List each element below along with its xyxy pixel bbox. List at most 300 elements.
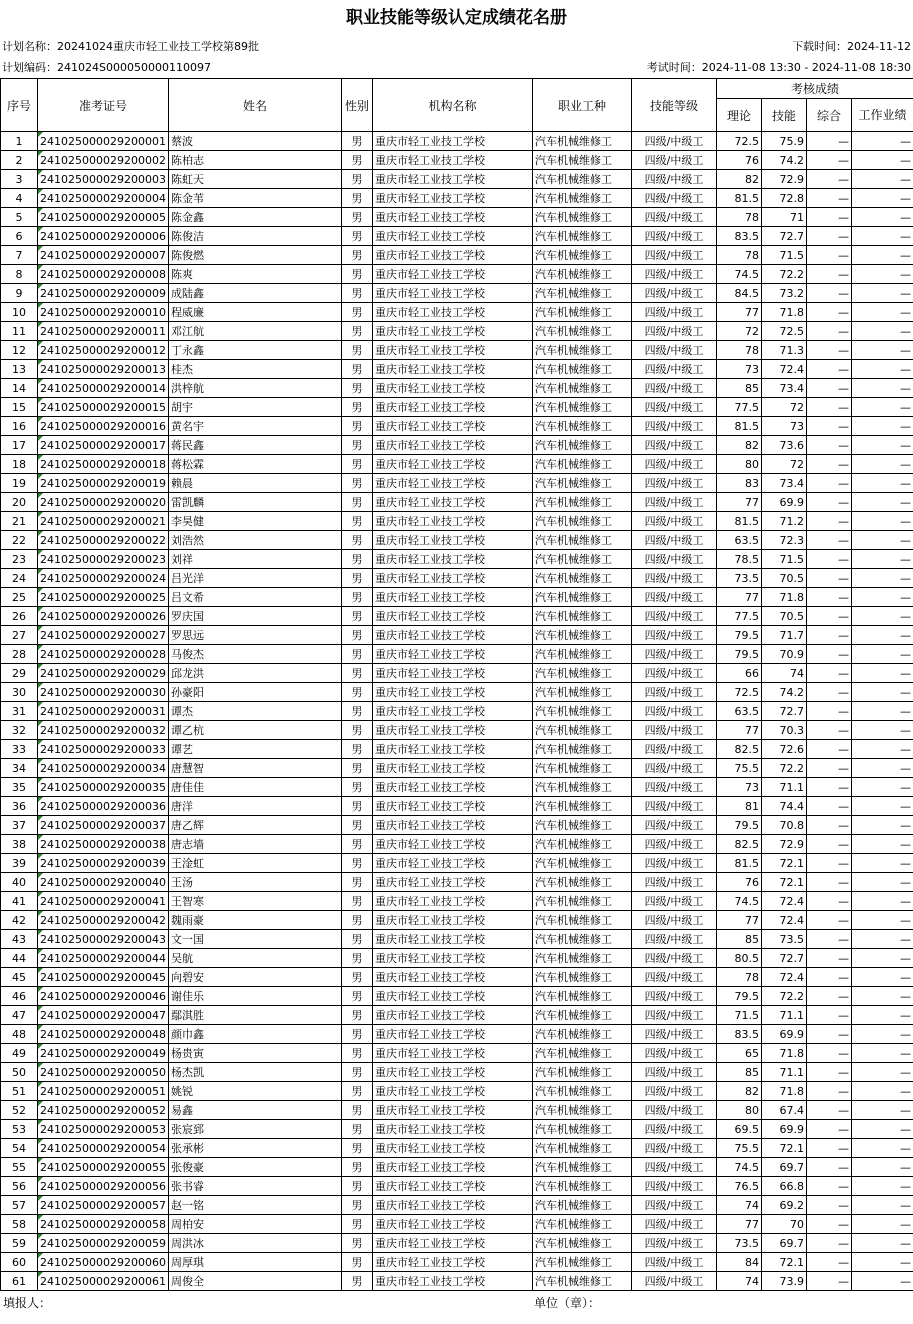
cell-work-score: — <box>852 474 913 493</box>
cell-overall-score: — <box>807 949 852 968</box>
cell-overall-score: — <box>807 322 852 341</box>
cell-org: 重庆市轻工业技工学校 <box>373 569 533 588</box>
cell-work-score: — <box>852 322 913 341</box>
cell-level: 四级/中级工 <box>632 1044 717 1063</box>
cell-overall-score: — <box>807 474 852 493</box>
cell-job: 汽车机械维修工 <box>533 968 632 987</box>
cell-job: 汽车机械维修工 <box>533 1025 632 1044</box>
cell-level: 四级/中级工 <box>632 1139 717 1158</box>
cell-org: 重庆市轻工业技工学校 <box>373 740 533 759</box>
cell-overall-score: — <box>807 1177 852 1196</box>
cell-gender: 男 <box>342 759 373 778</box>
cell-name: 谭杰 <box>169 702 342 721</box>
cell-gender: 男 <box>342 322 373 341</box>
cell-seq: 10 <box>1 303 38 322</box>
cell-job: 汽车机械维修工 <box>533 341 632 360</box>
cell-work-score: — <box>852 892 913 911</box>
table-row <box>1 1139 913 1158</box>
cell-theory-score: 73 <box>717 360 762 379</box>
cell-work-score: — <box>852 683 913 702</box>
cell-work-score: — <box>852 1253 913 1272</box>
cell-overall-score: — <box>807 987 852 1006</box>
cell-gender: 男 <box>342 550 373 569</box>
cell-skill-score: 70.9 <box>762 645 807 664</box>
cell-gender: 男 <box>342 588 373 607</box>
cell-job: 汽车机械维修工 <box>533 702 632 721</box>
cell-job: 汽车机械维修工 <box>533 854 632 873</box>
cell-org: 重庆市轻工业技工学校 <box>373 607 533 626</box>
cell-level: 四级/中级工 <box>632 854 717 873</box>
cell-skill-score: 72.1 <box>762 854 807 873</box>
cell-skill-score: 73.9 <box>762 1272 807 1291</box>
cell-work-score: — <box>852 740 913 759</box>
table-row <box>1 322 913 341</box>
cell-gender: 男 <box>342 436 373 455</box>
table-row <box>1 569 913 588</box>
cell-work-score: — <box>852 284 913 303</box>
cell-work-score: — <box>852 170 913 189</box>
cell-level: 四级/中级工 <box>632 246 717 265</box>
table-row <box>1 151 913 170</box>
header-scores: 考核成绩 <box>717 79 913 99</box>
cell-seq: 60 <box>1 1253 38 1272</box>
cell-gender: 男 <box>342 1025 373 1044</box>
cell-level: 四级/中级工 <box>632 1101 717 1120</box>
cell-gender: 男 <box>342 702 373 721</box>
cell-ticket-number: 241025000029200048 <box>38 1025 169 1044</box>
cell-skill-score: 69.2 <box>762 1196 807 1215</box>
cell-seq: 4 <box>1 189 38 208</box>
cell-work-score: — <box>852 208 913 227</box>
cell-theory-score: 82.5 <box>717 740 762 759</box>
cell-seq: 28 <box>1 645 38 664</box>
cell-theory-score: 77 <box>717 493 762 512</box>
cell-ticket-number: 241025000029200024 <box>38 569 169 588</box>
cell-gender: 男 <box>342 968 373 987</box>
cell-skill-score: 71.2 <box>762 512 807 531</box>
cell-org: 重庆市轻工业技工学校 <box>373 854 533 873</box>
cell-org: 重庆市轻工业技工学校 <box>373 1177 533 1196</box>
cell-overall-score: — <box>807 892 852 911</box>
cell-ticket-number: 241025000029200051 <box>38 1082 169 1101</box>
table-row <box>1 512 913 531</box>
cell-skill-score: 72.1 <box>762 873 807 892</box>
cell-theory-score: 78 <box>717 341 762 360</box>
cell-gender: 男 <box>342 379 373 398</box>
cell-overall-score: — <box>807 1215 852 1234</box>
cell-name: 李昊健 <box>169 512 342 531</box>
cell-overall-score: — <box>807 968 852 987</box>
cell-theory-score: 77.5 <box>717 398 762 417</box>
cell-overall-score: — <box>807 1253 852 1272</box>
cell-theory-score: 81.5 <box>717 854 762 873</box>
cell-name: 陈金鑫 <box>169 208 342 227</box>
cell-ticket-number: 241025000029200044 <box>38 949 169 968</box>
cell-org: 重庆市轻工业技工学校 <box>373 968 533 987</box>
cell-overall-score: — <box>807 683 852 702</box>
cell-job: 汽车机械维修工 <box>533 569 632 588</box>
footer <box>0 1291 913 1315</box>
cell-name: 张书睿 <box>169 1177 342 1196</box>
cell-level: 四级/中级工 <box>632 1196 717 1215</box>
cell-work-score: — <box>852 417 913 436</box>
cell-seq: 51 <box>1 1082 38 1101</box>
cell-work-score: — <box>852 1177 913 1196</box>
cell-seq: 49 <box>1 1044 38 1063</box>
cell-skill-score: 72.8 <box>762 189 807 208</box>
cell-overall-score: — <box>807 626 852 645</box>
cell-gender: 男 <box>342 208 373 227</box>
cell-theory-score: 77.5 <box>717 607 762 626</box>
cell-overall-score: — <box>807 227 852 246</box>
cell-org: 重庆市轻工业技工学校 <box>373 987 533 1006</box>
cell-job: 汽车机械维修工 <box>533 645 632 664</box>
cell-seq: 16 <box>1 417 38 436</box>
cell-skill-score: 69.9 <box>762 493 807 512</box>
cell-org: 重庆市轻工业技工学校 <box>373 759 533 778</box>
cell-seq: 46 <box>1 987 38 1006</box>
cell-job: 汽车机械维修工 <box>533 550 632 569</box>
cell-seq: 55 <box>1 1158 38 1177</box>
cell-name: 陈虹天 <box>169 170 342 189</box>
cell-ticket-number: 241025000029200031 <box>38 702 169 721</box>
cell-org: 重庆市轻工业技工学校 <box>373 1158 533 1177</box>
cell-gender: 男 <box>342 132 373 151</box>
table-row <box>1 702 913 721</box>
cell-work-score: — <box>852 588 913 607</box>
cell-ticket-number: 241025000029200028 <box>38 645 169 664</box>
cell-ticket-number: 241025000029200016 <box>38 417 169 436</box>
cell-job: 汽车机械维修工 <box>533 892 632 911</box>
cell-name: 姚锐 <box>169 1082 342 1101</box>
cell-seq: 35 <box>1 778 38 797</box>
cell-skill-score: 66.8 <box>762 1177 807 1196</box>
cell-seq: 61 <box>1 1272 38 1291</box>
cell-skill-score: 69.7 <box>762 1234 807 1253</box>
cell-gender: 男 <box>342 607 373 626</box>
cell-ticket-number: 241025000029200021 <box>38 512 169 531</box>
cell-ticket-number: 241025000029200040 <box>38 873 169 892</box>
cell-level: 四级/中级工 <box>632 208 717 227</box>
cell-level: 四级/中级工 <box>632 664 717 683</box>
cell-seq: 59 <box>1 1234 38 1253</box>
cell-job: 汽车机械维修工 <box>533 1044 632 1063</box>
table-row <box>1 797 913 816</box>
cell-job: 汽车机械维修工 <box>533 398 632 417</box>
cell-skill-score: 71.1 <box>762 778 807 797</box>
cell-org: 重庆市轻工业技工学校 <box>373 1272 533 1291</box>
cell-skill-score: 73 <box>762 417 807 436</box>
cell-gender: 男 <box>342 797 373 816</box>
cell-name: 谭乙杭 <box>169 721 342 740</box>
cell-skill-score: 72.5 <box>762 322 807 341</box>
cell-level: 四级/中级工 <box>632 835 717 854</box>
cell-skill-score: 70.5 <box>762 569 807 588</box>
table-row <box>1 341 913 360</box>
cell-job: 汽车机械维修工 <box>533 949 632 968</box>
cell-work-score: — <box>852 1025 913 1044</box>
table-row <box>1 132 913 151</box>
cell-ticket-number: 241025000029200036 <box>38 797 169 816</box>
cell-name: 雷凯麟 <box>169 493 342 512</box>
cell-org: 重庆市轻工业技工学校 <box>373 265 533 284</box>
cell-org: 重庆市轻工业技工学校 <box>373 721 533 740</box>
cell-job: 汽车机械维修工 <box>533 1082 632 1101</box>
cell-theory-score: 80 <box>717 1101 762 1120</box>
cell-level: 四级/中级工 <box>632 987 717 1006</box>
cell-skill-score: 73.4 <box>762 379 807 398</box>
cell-work-score: — <box>852 379 913 398</box>
cell-level: 四级/中级工 <box>632 645 717 664</box>
plan-code-row <box>0 57 913 78</box>
cell-org: 重庆市轻工业技工学校 <box>373 816 533 835</box>
cell-seq: 27 <box>1 626 38 645</box>
cell-overall-score: — <box>807 1120 852 1139</box>
cell-org: 重庆市轻工业技工学校 <box>373 1196 533 1215</box>
cell-level: 四级/中级工 <box>632 227 717 246</box>
cell-job: 汽车机械维修工 <box>533 1253 632 1272</box>
table-row <box>1 550 913 569</box>
table-row <box>1 930 913 949</box>
table-row <box>1 721 913 740</box>
cell-level: 四级/中级工 <box>632 379 717 398</box>
cell-theory-score: 77 <box>717 911 762 930</box>
cell-name: 吕文希 <box>169 588 342 607</box>
cell-ticket-number: 241025000029200034 <box>38 759 169 778</box>
cell-overall-score: — <box>807 930 852 949</box>
cell-work-score: — <box>852 1234 913 1253</box>
cell-work-score: — <box>852 1139 913 1158</box>
cell-seq: 56 <box>1 1177 38 1196</box>
cell-name: 陈爽 <box>169 265 342 284</box>
cell-theory-score: 79.5 <box>717 626 762 645</box>
table-row <box>1 816 913 835</box>
table-row <box>1 303 913 322</box>
exam-time: 考试时间：2024-11-08 13:30 - 2024-11-08 18:30 <box>646 61 911 74</box>
cell-seq: 5 <box>1 208 38 227</box>
cell-name: 程威廉 <box>169 303 342 322</box>
cell-gender: 男 <box>342 873 373 892</box>
cell-org: 重庆市轻工业技工学校 <box>373 1082 533 1101</box>
cell-theory-score: 78 <box>717 208 762 227</box>
cell-seq: 22 <box>1 531 38 550</box>
cell-name: 王智寒 <box>169 892 342 911</box>
table-row <box>1 1082 913 1101</box>
cell-skill-score: 69.9 <box>762 1025 807 1044</box>
cell-seq: 34 <box>1 759 38 778</box>
cell-gender: 男 <box>342 493 373 512</box>
cell-gender: 男 <box>342 265 373 284</box>
cell-level: 四级/中级工 <box>632 1253 717 1272</box>
cell-level: 四级/中级工 <box>632 1006 717 1025</box>
cell-level: 四级/中级工 <box>632 398 717 417</box>
cell-overall-score: — <box>807 170 852 189</box>
cell-skill-score: 70 <box>762 1215 807 1234</box>
cell-theory-score: 85 <box>717 379 762 398</box>
cell-overall-score: — <box>807 1158 852 1177</box>
cell-ticket-number: 241025000029200020 <box>38 493 169 512</box>
cell-job: 汽车机械维修工 <box>533 455 632 474</box>
table-row <box>1 968 913 987</box>
cell-skill-score: 70.8 <box>762 816 807 835</box>
cell-gender: 男 <box>342 417 373 436</box>
cell-overall-score: — <box>807 1101 852 1120</box>
cell-skill-score: 67.4 <box>762 1101 807 1120</box>
cell-overall-score: — <box>807 246 852 265</box>
cell-level: 四级/中级工 <box>632 1234 717 1253</box>
roster-body <box>1 132 913 1291</box>
cell-overall-score: — <box>807 797 852 816</box>
cell-name: 马俊杰 <box>169 645 342 664</box>
cell-seq: 36 <box>1 797 38 816</box>
cell-gender: 男 <box>342 645 373 664</box>
cell-gender: 男 <box>342 398 373 417</box>
cell-theory-score: 65 <box>717 1044 762 1063</box>
cell-skill-score: 71.7 <box>762 626 807 645</box>
cell-skill-score: 70.5 <box>762 607 807 626</box>
table-row <box>1 1158 913 1177</box>
cell-work-score: — <box>852 626 913 645</box>
table-row <box>1 284 913 303</box>
cell-job: 汽车机械维修工 <box>533 227 632 246</box>
cell-org: 重庆市轻工业技工学校 <box>373 151 533 170</box>
cell-name: 鄢淇胜 <box>169 1006 342 1025</box>
cell-seq: 37 <box>1 816 38 835</box>
cell-overall-score: — <box>807 1006 852 1025</box>
cell-ticket-number: 241025000029200023 <box>38 550 169 569</box>
cell-theory-score: 74 <box>717 1196 762 1215</box>
cell-name: 成陆鑫 <box>169 284 342 303</box>
table-row <box>1 1215 913 1234</box>
cell-ticket-number: 241025000029200045 <box>38 968 169 987</box>
table-row <box>1 892 913 911</box>
cell-gender: 男 <box>342 1177 373 1196</box>
cell-theory-score: 79.5 <box>717 987 762 1006</box>
cell-org: 重庆市轻工业技工学校 <box>373 873 533 892</box>
cell-overall-score: — <box>807 873 852 892</box>
cell-seq: 48 <box>1 1025 38 1044</box>
cell-ticket-number: 241025000029200011 <box>38 322 169 341</box>
cell-overall-score: — <box>807 1139 852 1158</box>
cell-theory-score: 71.5 <box>717 1006 762 1025</box>
cell-theory-score: 63.5 <box>717 702 762 721</box>
cell-gender: 男 <box>342 284 373 303</box>
cell-theory-score: 81 <box>717 797 762 816</box>
cell-ticket-number: 241025000029200053 <box>38 1120 169 1139</box>
cell-job: 汽车机械维修工 <box>533 531 632 550</box>
cell-name: 蒋松霖 <box>169 455 342 474</box>
cell-gender: 男 <box>342 911 373 930</box>
cell-ticket-number: 241025000029200014 <box>38 379 169 398</box>
cell-skill-score: 72 <box>762 398 807 417</box>
cell-gender: 男 <box>342 1006 373 1025</box>
cell-work-score: — <box>852 721 913 740</box>
cell-skill-score: 72.4 <box>762 968 807 987</box>
cell-seq: 58 <box>1 1215 38 1234</box>
cell-name: 唐慧智 <box>169 759 342 778</box>
cell-org: 重庆市轻工业技工学校 <box>373 417 533 436</box>
cell-org: 重庆市轻工业技工学校 <box>373 189 533 208</box>
cell-overall-score: — <box>807 778 852 797</box>
cell-org: 重庆市轻工业技工学校 <box>373 1044 533 1063</box>
cell-work-score: — <box>852 550 913 569</box>
cell-job: 汽车机械维修工 <box>533 1177 632 1196</box>
cell-overall-score: — <box>807 1272 852 1291</box>
cell-name: 罗思远 <box>169 626 342 645</box>
cell-overall-score: — <box>807 265 852 284</box>
cell-work-score: — <box>852 1158 913 1177</box>
table-row <box>1 474 913 493</box>
cell-seq: 47 <box>1 1006 38 1025</box>
cell-work-score: — <box>852 778 913 797</box>
cell-seq: 41 <box>1 892 38 911</box>
cell-org: 重庆市轻工业技工学校 <box>373 1120 533 1139</box>
cell-skill-score: 71 <box>762 208 807 227</box>
cell-theory-score: 77 <box>717 303 762 322</box>
table-row <box>1 664 913 683</box>
cell-overall-score: — <box>807 379 852 398</box>
cell-org: 重庆市轻工业技工学校 <box>373 1025 533 1044</box>
cell-skill-score: 74 <box>762 664 807 683</box>
cell-level: 四级/中级工 <box>632 303 717 322</box>
table-row <box>1 1025 913 1044</box>
cell-work-score: — <box>852 816 913 835</box>
cell-theory-score: 80 <box>717 455 762 474</box>
plan-info-row <box>0 36 913 57</box>
cell-org: 重庆市轻工业技工学校 <box>373 911 533 930</box>
cell-job: 汽车机械维修工 <box>533 322 632 341</box>
cell-job: 汽车机械维修工 <box>533 1139 632 1158</box>
cell-org: 重庆市轻工业技工学校 <box>373 170 533 189</box>
cell-name: 周厚琪 <box>169 1253 342 1272</box>
cell-work-score: — <box>852 664 913 683</box>
cell-ticket-number: 241025000029200012 <box>38 341 169 360</box>
cell-ticket-number: 241025000029200056 <box>38 1177 169 1196</box>
cell-skill-score: 72.3 <box>762 531 807 550</box>
header-overall: 综合 <box>807 99 852 132</box>
cell-job: 汽车机械维修工 <box>533 436 632 455</box>
cell-gender: 男 <box>342 854 373 873</box>
cell-ticket-number: 241025000029200027 <box>38 626 169 645</box>
cell-ticket-number: 241025000029200010 <box>38 303 169 322</box>
cell-seq: 12 <box>1 341 38 360</box>
cell-job: 汽车机械维修工 <box>533 360 632 379</box>
cell-overall-score: — <box>807 531 852 550</box>
cell-ticket-number: 241025000029200059 <box>38 1234 169 1253</box>
header-gender: 性别 <box>342 79 373 132</box>
cell-ticket-number: 241025000029200007 <box>38 246 169 265</box>
cell-work-score: — <box>852 132 913 151</box>
cell-ticket-number: 241025000029200060 <box>38 1253 169 1272</box>
cell-overall-score: — <box>807 208 852 227</box>
cell-level: 四级/中级工 <box>632 778 717 797</box>
cell-seq: 23 <box>1 550 38 569</box>
cell-level: 四级/中级工 <box>632 911 717 930</box>
table-row <box>1 778 913 797</box>
header-ticket: 准考证号 <box>38 79 169 132</box>
table-row <box>1 1044 913 1063</box>
cell-work-score: — <box>852 607 913 626</box>
cell-skill-score: 71.3 <box>762 341 807 360</box>
cell-skill-score: 71.5 <box>762 246 807 265</box>
table-row <box>1 265 913 284</box>
cell-job: 汽车机械维修工 <box>533 626 632 645</box>
cell-level: 四级/中级工 <box>632 1158 717 1177</box>
reporter-label: 填报人： <box>3 1296 52 1310</box>
cell-name: 陈俊燃 <box>169 246 342 265</box>
header-name: 姓名 <box>169 79 342 132</box>
cell-overall-score: — <box>807 455 852 474</box>
